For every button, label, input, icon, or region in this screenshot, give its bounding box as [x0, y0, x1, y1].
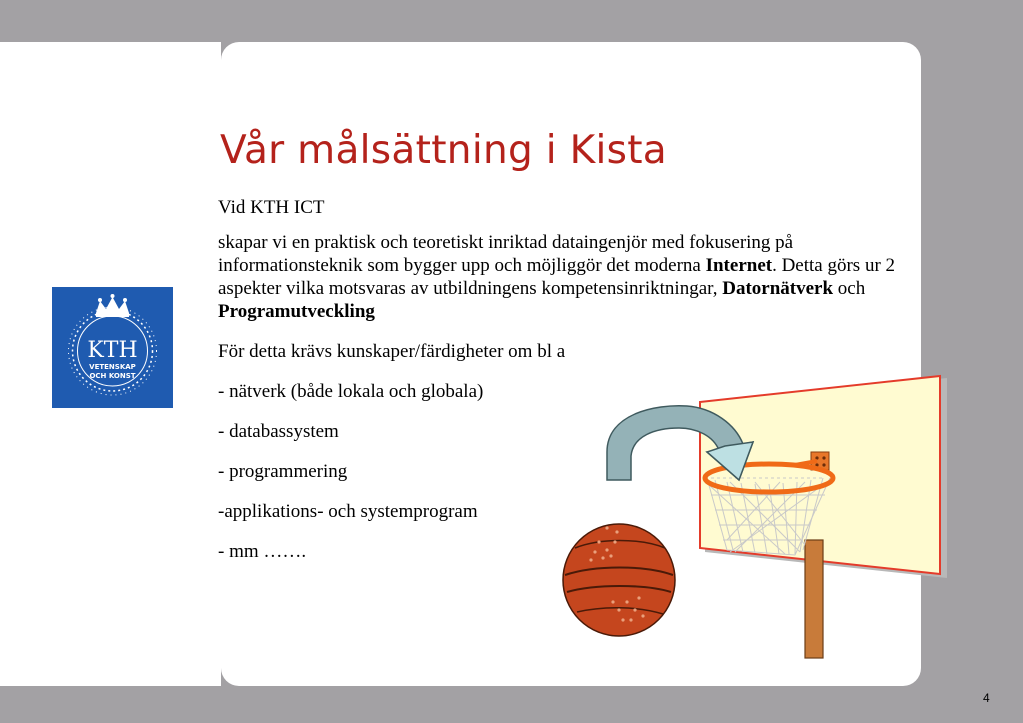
paragraph-part3: och [833, 278, 866, 299]
logo-line2: OCH KONST [89, 372, 136, 380]
bullet-item: - mm ……. [218, 541, 307, 562]
paragraph-bold-internet: Internet [705, 255, 773, 276]
bullet-item: -applikations- och systemprogram [218, 501, 478, 522]
bullet-item: - databassystem [218, 421, 339, 442]
logo-name: KTH [87, 338, 138, 363]
kth-crown-logo-icon [52, 287, 173, 408]
logo-line1: VETENSKAP [89, 363, 136, 371]
paragraph-bold-programutveckling: Programutveckling [218, 301, 375, 322]
basketball-icon [563, 524, 675, 636]
bullet-item: - programmering [218, 461, 348, 482]
bullet-item: - nätverk (både lokala och globala) [218, 381, 484, 402]
paragraph-bold-datornatverk: Datornätverk [722, 278, 834, 299]
paragraph-part2: . Detta görs ur 2 aspekter vilka motsvaras av utbildningens kompetensinriktningar, [218, 255, 896, 299]
page-number: 4 [983, 691, 990, 705]
requirements-intro: För detta krävs kunskaper/färdigheter om bl a [218, 341, 566, 362]
kth-logo [52, 287, 173, 408]
slide-title: Vår målsättning i Kista [220, 128, 667, 173]
main-paragraph [218, 231, 898, 323]
paragraph-part1: skapar vi en praktisk och teoretiskt inriktad dataingenjör med fokusering på informationsteknik som bygger upp och möjliggör det moderna [218, 232, 794, 276]
basketball-hoop-illustration [555, 370, 955, 670]
intro-line: Vid KTH ICT [218, 197, 325, 218]
hoop-pole [805, 540, 823, 658]
